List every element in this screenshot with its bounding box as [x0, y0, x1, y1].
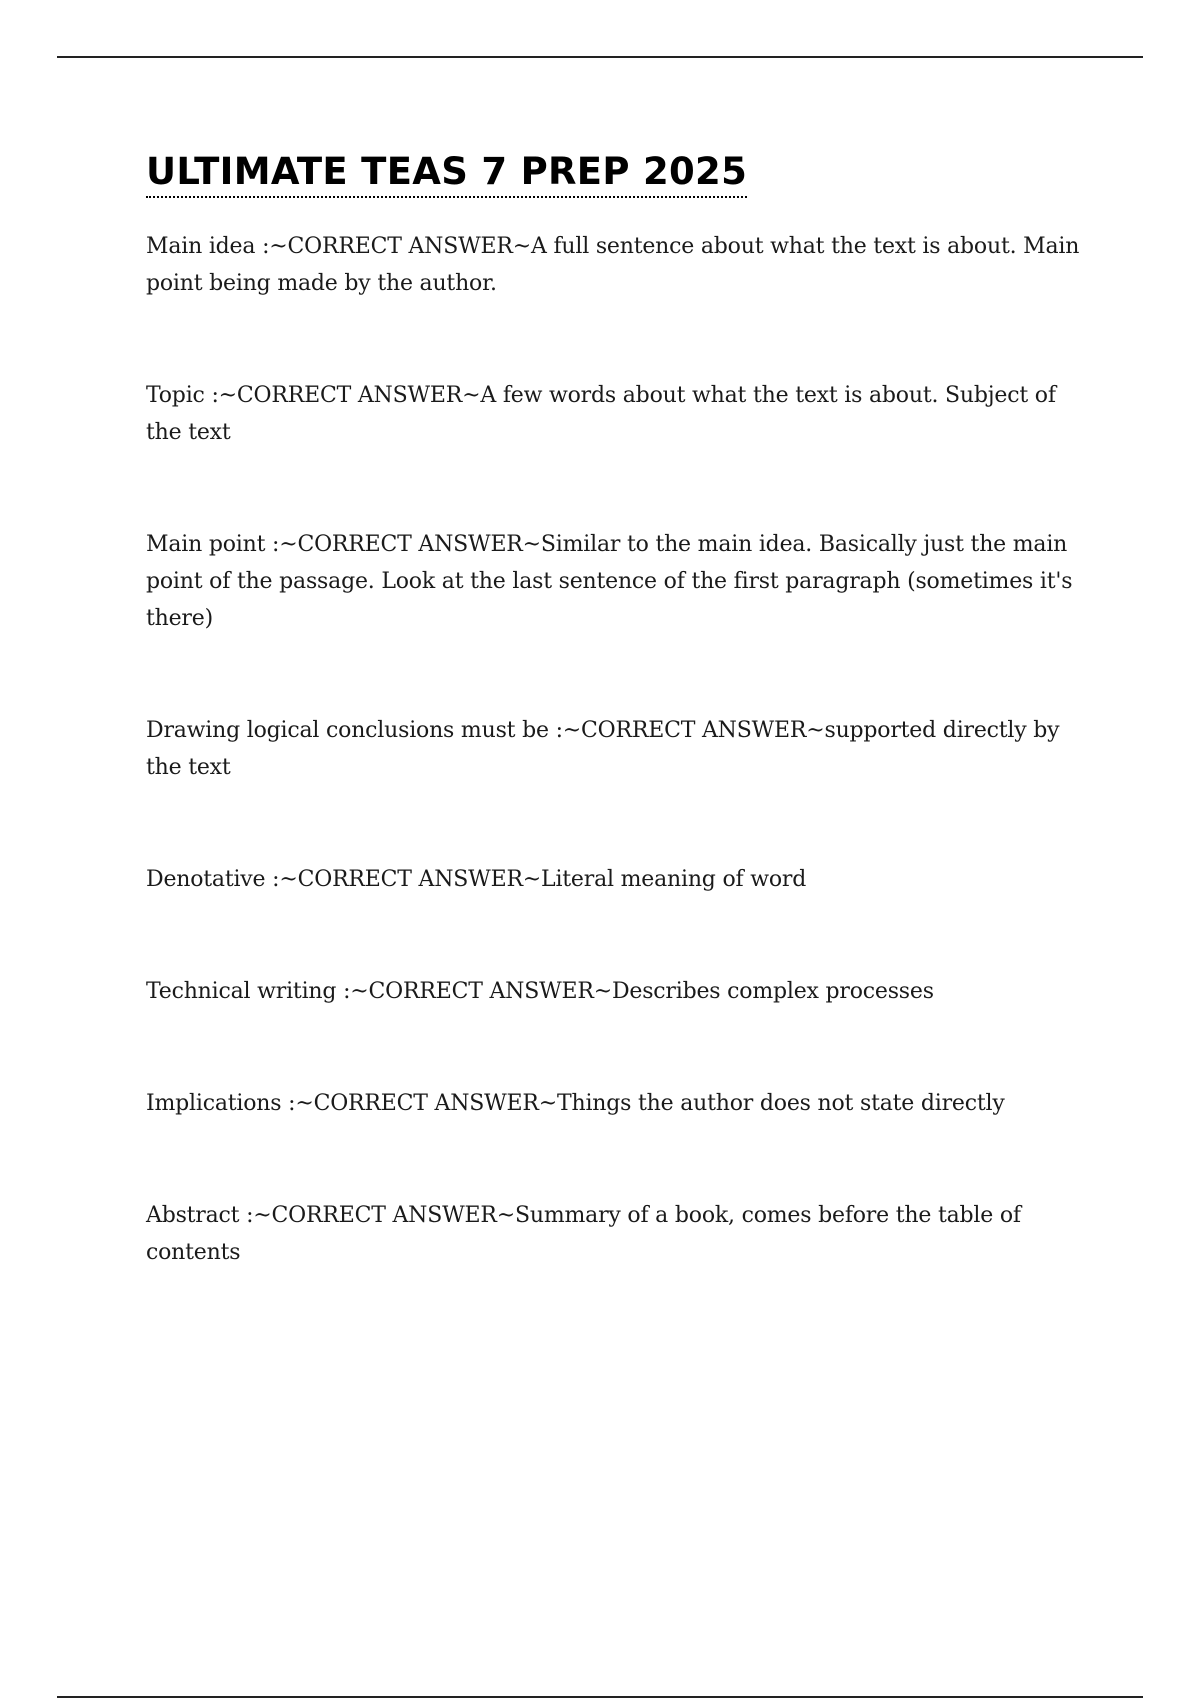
entry-term: Abstract — [146, 1203, 240, 1228]
entry-term: Denotative — [146, 867, 266, 892]
entry-answer: Similar to the main idea. Basically just the main point of the passage. Look at the last sentence of the first paragraph (sometimes it's there) — [146, 532, 1073, 631]
flashcard-entry — [146, 228, 1096, 302]
entry-answer: Summary of a book, comes before the table of contents — [146, 1203, 1021, 1265]
entry-answer: Describes complex processes — [611, 979, 934, 1004]
entry-separator: :~CORRECT ANSWER~ — [272, 867, 542, 892]
entry-answer: A full sentence about what the text is about. Main point being made by the author. — [146, 234, 1080, 296]
entry-separator: :~CORRECT ANSWER~ — [555, 718, 825, 743]
document-title: ULTIMATE TEAS 7 PREP 2025 — [146, 150, 747, 198]
flashcard-list — [146, 228, 1096, 1346]
entry-separator: :~CORRECT ANSWER~ — [211, 383, 481, 408]
entry-separator: :~CORRECT ANSWER~ — [262, 234, 531, 259]
entry-answer: A few words about what the text is about. Subject of the text — [146, 383, 1056, 445]
entry-separator: :~CORRECT ANSWER~ — [343, 979, 612, 1004]
entry-answer: Literal meaning of word — [541, 867, 807, 892]
entry-separator: :~CORRECT ANSWER~ — [272, 532, 541, 557]
flashcard-entry — [146, 1197, 1096, 1271]
entry-term: Implications — [146, 1091, 282, 1116]
flashcard-entry — [146, 1085, 1096, 1122]
entry-term: Main point — [146, 532, 266, 557]
entry-answer: Things the author does not state directly — [557, 1091, 1005, 1116]
entry-separator: :~CORRECT ANSWER~ — [288, 1091, 558, 1116]
entry-term: Drawing logical conclusions must be — [146, 718, 549, 743]
entry-separator: :~CORRECT ANSWER~ — [246, 1203, 515, 1228]
footer-rule — [57, 1696, 1143, 1698]
entry-term: Technical writing — [146, 979, 337, 1004]
flashcard-entry — [146, 377, 1096, 451]
flashcard-entry — [146, 712, 1096, 786]
entry-answer: supported directly by the text — [146, 718, 1060, 780]
header-rule — [57, 56, 1143, 58]
entry-term: Topic — [146, 383, 205, 408]
flashcard-entry — [146, 973, 1096, 1010]
entry-term: Main idea — [146, 234, 256, 259]
flashcard-entry — [146, 861, 1096, 898]
flashcard-entry — [146, 526, 1096, 637]
